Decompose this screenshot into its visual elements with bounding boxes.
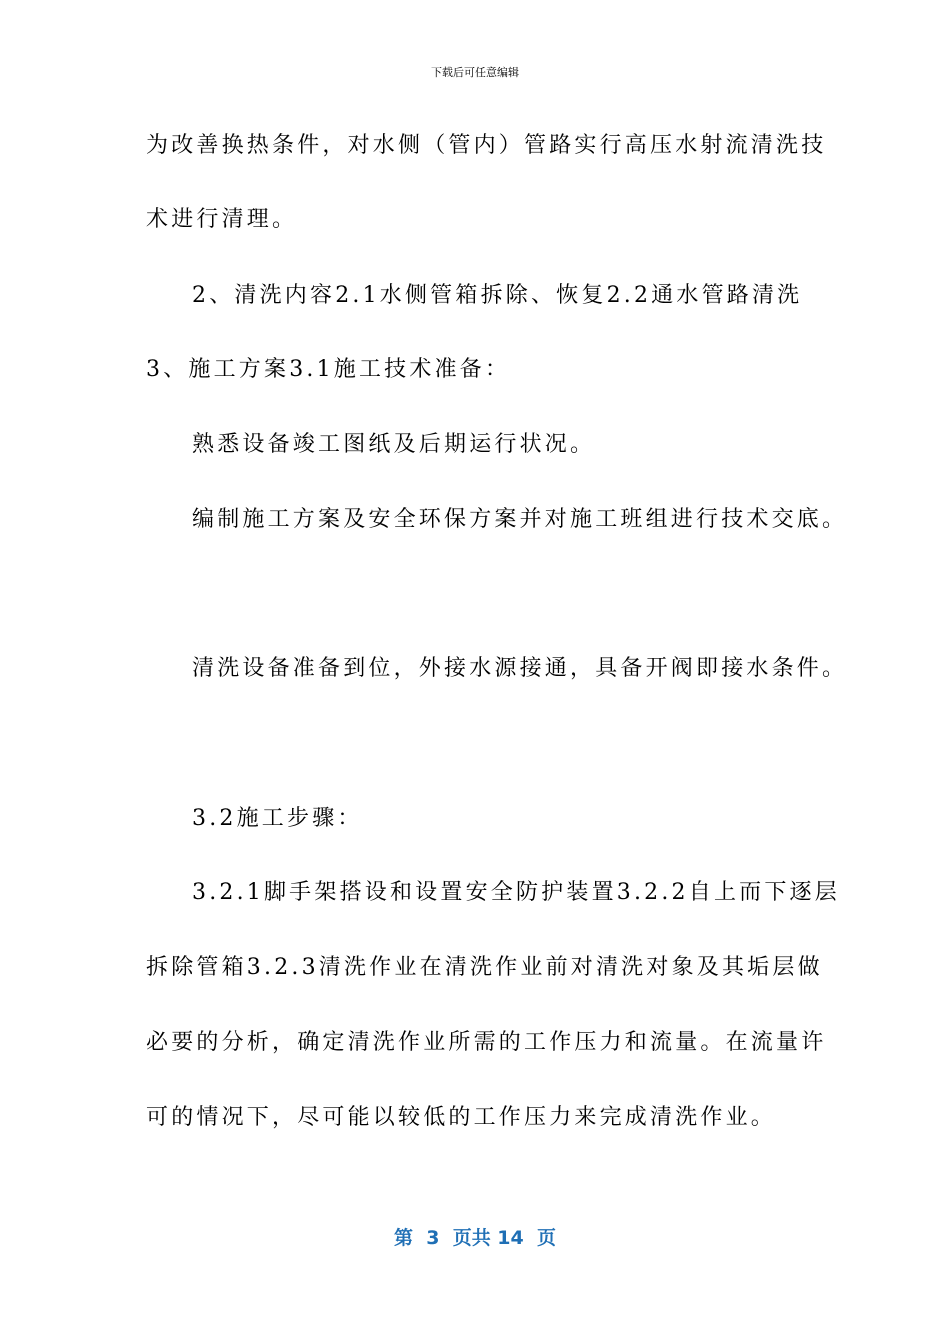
body-line-9: 3.2.1脚手架搭设和设置安全防护装置3.2.2自上而下逐层 bbox=[192, 880, 840, 905]
body-line-6: 编制施工方案及安全环保方案并对施工班组进行技术交底。 bbox=[192, 507, 848, 532]
body-line-4: 3、施工方案3.1施工技术准备： bbox=[146, 357, 511, 382]
body-line-12: 可的情况下，尽可能以较低的工作压力来完成清洗作业。 bbox=[146, 1105, 777, 1130]
body-line-7: 清洗设备准备到位，外接水源接通，具备开阀即接水条件。 bbox=[192, 656, 848, 681]
body-line-2: 术进行清理。 bbox=[146, 207, 298, 232]
body-line-1: 为改善换热条件，对水侧（管内）管路实行高压水射流清洗技 bbox=[146, 133, 827, 158]
body-line-8: 3.2施工步骤： bbox=[192, 806, 363, 831]
page-header: 下载后可任意编辑 bbox=[431, 66, 519, 79]
body-line-11: 必要的分析，确定清洗作业所需的工作压力和流量。在流量许 bbox=[146, 1030, 827, 1055]
body-line-3: 2、清洗内容2.1水侧管箱拆除、恢复2.2通水管路清洗 bbox=[192, 283, 803, 308]
body-line-10: 拆除管箱3.2.3清洗作业在清洗作业前对清洗对象及其垢层做 bbox=[146, 955, 823, 980]
body-line-5: 熟悉设备竣工图纸及后期运行状况。 bbox=[192, 432, 596, 457]
page-number-footer: 第 3 页共 14 页 bbox=[394, 1227, 556, 1249]
